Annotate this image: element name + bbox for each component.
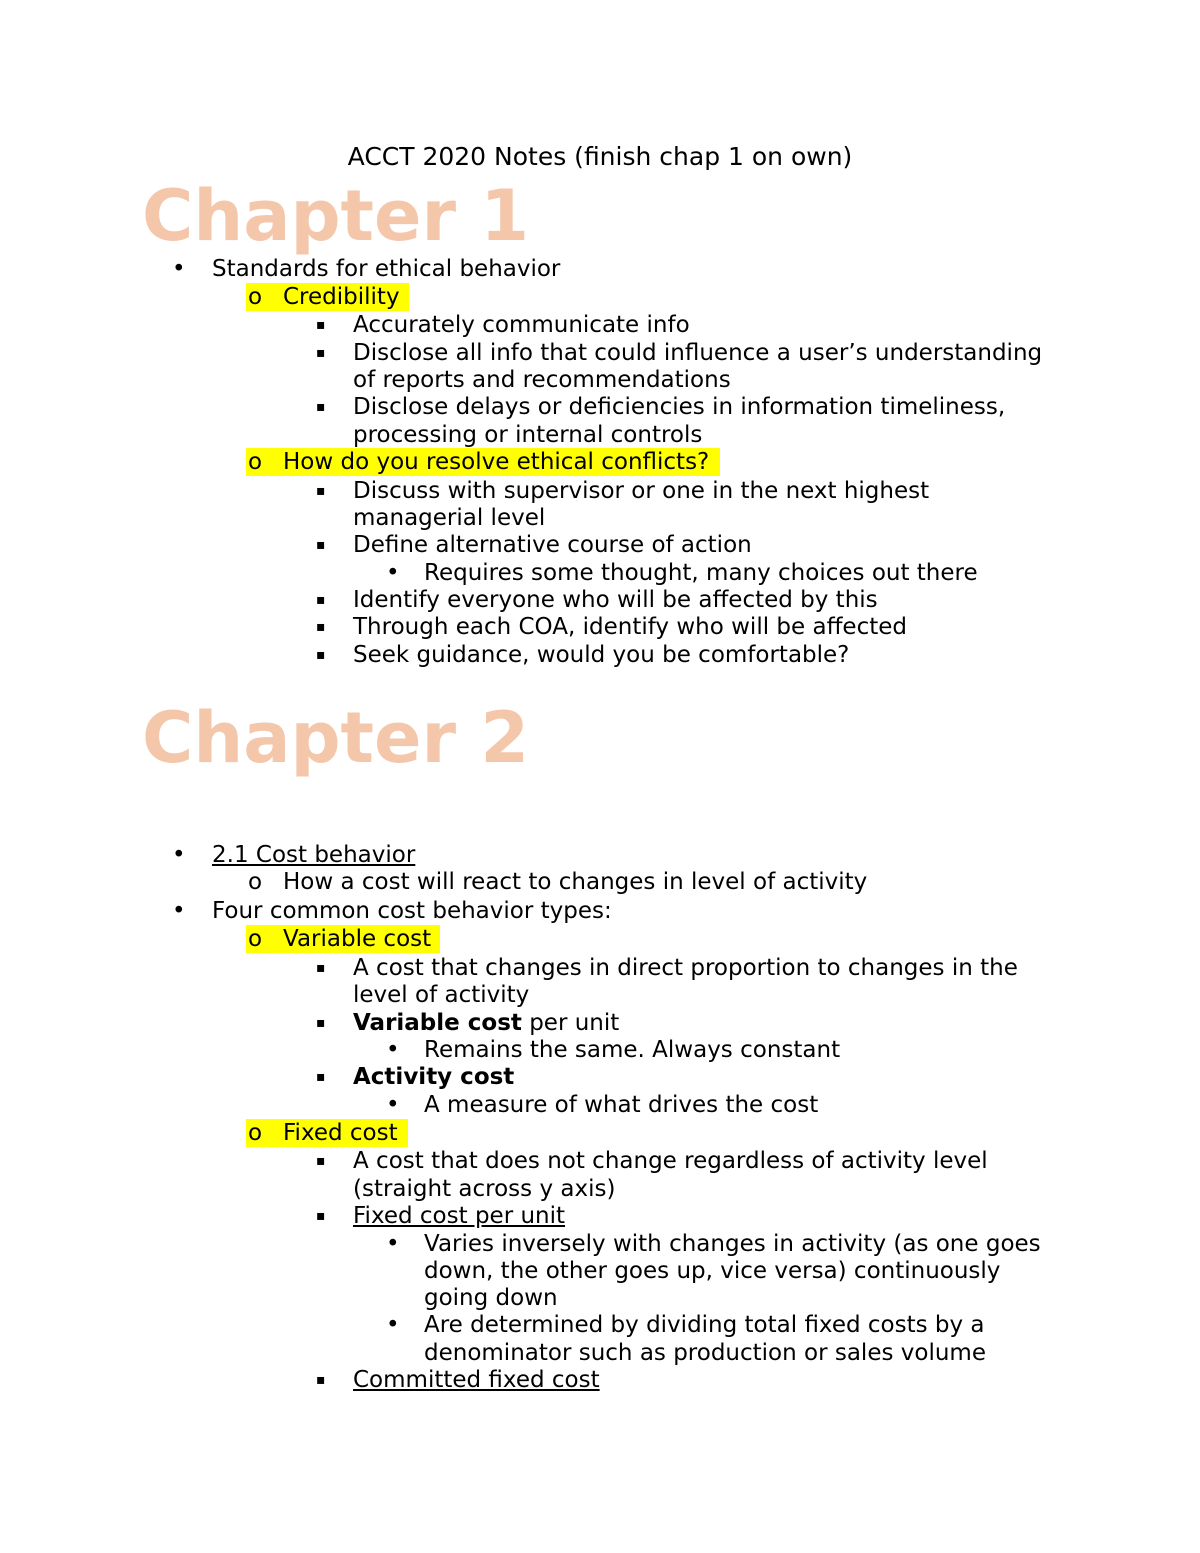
disc-bullet: •	[386, 1092, 400, 1118]
square-bullet: ▪	[316, 1015, 326, 1031]
list-item: Discuss with supervisor or one in the next highest	[353, 478, 930, 504]
disc-bullet: •	[386, 1231, 400, 1257]
square-bullet: ▪	[316, 1372, 326, 1388]
list-item-underlined: Fixed cost per unit	[353, 1203, 566, 1229]
circle-bullet: o	[248, 926, 263, 952]
square-bullet: ▪	[316, 960, 326, 976]
document-title: ACCT 2020 Notes (finish chap 1 on own)	[347, 142, 853, 171]
list-item: Disclose all info that could influence a user’s understanding	[353, 340, 1043, 366]
disc-bullet: •	[386, 560, 400, 586]
list-item: Identify everyone who will be affected by this	[353, 587, 878, 613]
list-item: Accurately communicate info	[353, 312, 690, 338]
list-item-bold: Activity cost	[353, 1064, 515, 1090]
circle-bullet: o	[248, 449, 263, 475]
square-bullet: ▪	[316, 619, 326, 635]
list-item-highlighted: Fixed cost	[283, 1120, 398, 1146]
square-bullet: ▪	[316, 647, 326, 663]
disc-bullet: •	[386, 1037, 400, 1063]
bold-term: Variable cost	[353, 1010, 522, 1036]
list-item: Varies inversely with changes in activity (as one goes	[424, 1231, 1041, 1257]
list-item: Remains the same. Always constant	[424, 1037, 841, 1063]
disc-bullet: •	[172, 898, 186, 924]
square-bullet: ▪	[316, 345, 326, 361]
list-item-continuation: (straight across y axis)	[353, 1176, 616, 1202]
list-item: Disclose delays or deficiencies in information timeliness,	[353, 394, 1006, 420]
list-item-continuation: down, the other goes up, vice versa) continuously	[424, 1258, 1001, 1284]
list-item: A cost that changes in direct proportion to changes in the	[353, 955, 1018, 981]
list-item-highlighted: How do you resolve ethical conflicts?	[283, 449, 710, 475]
list-item: Requires some thought, many choices out there	[424, 560, 978, 586]
square-bullet: ▪	[316, 483, 326, 499]
square-bullet: ▪	[316, 592, 326, 608]
list-item: How a cost will react to changes in level of activity	[283, 869, 868, 895]
square-bullet: ▪	[316, 317, 326, 333]
square-bullet: ▪	[316, 1208, 326, 1224]
list-item: Through each COA, identify who will be affected	[353, 614, 907, 640]
list-item: Define alternative course of action	[353, 532, 752, 558]
circle-bullet: o	[248, 1120, 263, 1146]
square-bullet: ▪	[316, 1153, 326, 1169]
list-item-underlined: 2.1 Cost behavior	[212, 842, 416, 868]
list-item: A measure of what drives the cost	[424, 1092, 819, 1118]
list-item: Are determined by dividing total fixed costs by a	[424, 1312, 985, 1338]
list-item: Standards for ethical behavior	[212, 256, 561, 282]
list-item-continuation: managerial level	[353, 505, 546, 531]
list-item: Seek guidance, would you be comfortable?	[353, 642, 850, 668]
disc-bullet: •	[172, 842, 186, 868]
chapter-1-heading: Chapter 1	[142, 175, 530, 257]
square-bullet: ▪	[316, 537, 326, 553]
square-bullet: ▪	[316, 1069, 326, 1085]
disc-bullet: •	[386, 1312, 400, 1338]
list-item-continuation: going down	[424, 1285, 558, 1311]
chapter-2-heading: Chapter 2	[142, 697, 530, 779]
term-suffix: per unit	[521, 1010, 620, 1036]
square-bullet: ▪	[316, 399, 326, 415]
list-item-continuation: processing or internal controls	[353, 422, 703, 448]
list-item-continuation: denominator such as production or sales volume	[424, 1340, 986, 1366]
list-item-continuation: level of activity	[353, 982, 530, 1008]
circle-bullet: o	[248, 284, 263, 310]
list-item: A cost that does not change regardless of activity level	[353, 1148, 988, 1174]
list-item: Four common cost behavior types:	[212, 898, 612, 924]
list-item-continuation: of reports and recommendations	[353, 367, 731, 393]
list-item-underlined: Committed fixed cost	[353, 1367, 600, 1393]
list-item	[353, 1010, 619, 1037]
circle-bullet: o	[248, 869, 263, 895]
disc-bullet: •	[172, 256, 186, 282]
list-item-highlighted: Variable cost	[283, 926, 432, 952]
list-item-highlighted: Credibility	[283, 284, 400, 310]
